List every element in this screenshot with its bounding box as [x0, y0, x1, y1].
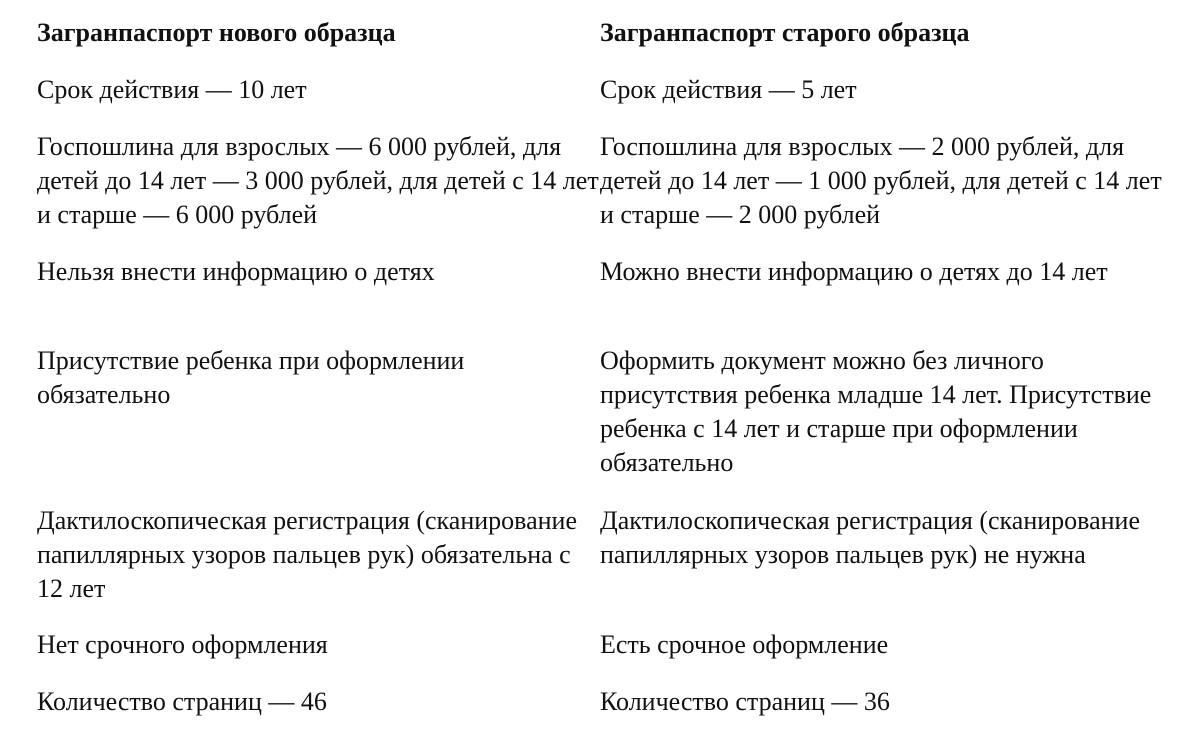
table-header — [37, 16, 1177, 50]
header-old-passport: Загранпаспорт старого образца — [600, 18, 970, 47]
table-row-pages — [37, 685, 1177, 719]
cell-new-child-presence: Присутствие ребенка при оформлении обязательно — [37, 346, 465, 409]
cell-old-urgent: Есть срочное оформление — [600, 630, 889, 659]
cell-old — [600, 628, 1170, 662]
cell-old-validity: Срок действия — 5 лет — [600, 75, 857, 104]
cell-old — [600, 504, 1170, 606]
cell-new-fee: Госпошлина для взрослых — 6 000 рублей, для детей до 14 лет — 3 000 рублей, для детей с 14 лет и старше — 6 000 рублей — [37, 132, 599, 229]
cell-old-child-presence: Оформить документ можно без личного присутствия ребенка младше 14 лет. Присутствие ребенка с 14 лет и старше при оформлении обязательно — [600, 346, 1152, 477]
table-row-urgent — [37, 628, 1177, 662]
cell-new-pages: Количество страниц — 46 — [37, 687, 327, 716]
cell-old — [600, 344, 1170, 480]
cell-old — [600, 685, 1170, 719]
cell-new — [37, 255, 600, 289]
cell-new — [37, 685, 600, 719]
cell-old-fingerprints: Дактилоскопическая регистрация (сканирование папиллярных узоров пальцев рук) не нужна — [600, 506, 1140, 569]
cell-new — [37, 628, 600, 662]
cell-new — [37, 344, 600, 480]
cell-old-pages: Количество страниц — 36 — [600, 687, 890, 716]
cell-new-fingerprints: Дактилоскопическая регистрация (сканирование папиллярных узоров пальцев рук) обязательна с 12 лет — [37, 506, 577, 603]
header-cell-old — [600, 16, 1170, 50]
cell-old-children-info: Можно внести информацию о детях до 14 лет — [600, 257, 1108, 286]
cell-new — [37, 130, 600, 232]
cell-old — [600, 255, 1170, 289]
cell-old — [600, 73, 1170, 107]
table-row-children-info — [37, 255, 1177, 289]
cell-new-validity: Срок действия — 10 лет — [37, 75, 307, 104]
cell-new — [37, 73, 600, 107]
cell-new-urgent: Нет срочного оформления — [37, 630, 328, 659]
cell-new-children-info: Нельзя внести информацию о детях — [37, 257, 435, 286]
header-new-passport: Загранпаспорт нового образца — [37, 18, 396, 47]
table-row-child-presence — [37, 344, 1177, 480]
table-row-fee — [37, 130, 1177, 232]
table-row-validity — [37, 73, 1177, 107]
cell-old-fee: Госпошлина для взрослых — 2 000 рублей, для детей до 14 лет — 1 000 рублей, для детей с 14 лет и старше — 2 000 рублей — [600, 132, 1162, 229]
header-cell-new — [37, 16, 600, 50]
table-row-fingerprints — [37, 504, 1177, 606]
cell-old — [600, 130, 1170, 232]
cell-new — [37, 504, 600, 606]
